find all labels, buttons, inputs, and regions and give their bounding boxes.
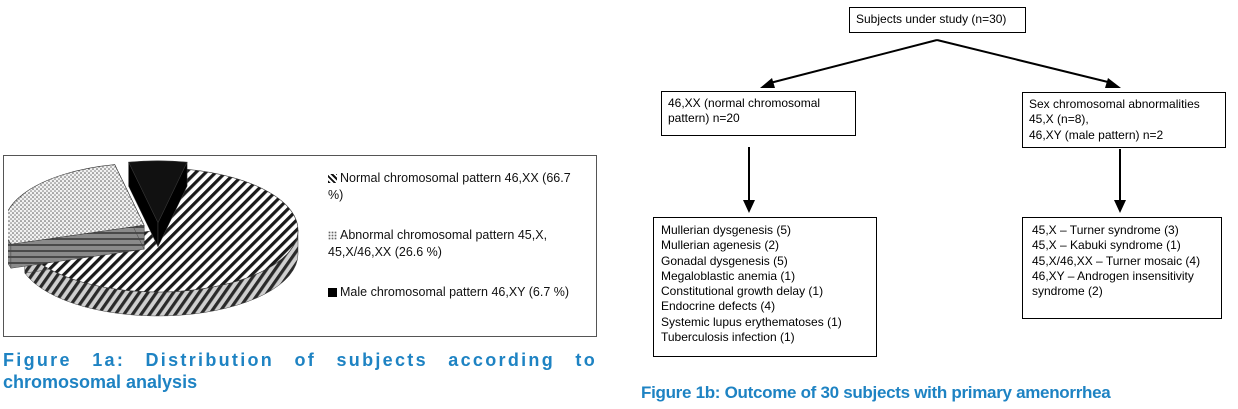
flow-text-line: 46,XY (male pattern) n=2 bbox=[1029, 127, 1164, 142]
legend-label: Male chromosomal pattern 46,XY (6.7 %) bbox=[340, 285, 570, 299]
flow-text-line: Sex chromosomal abnormalities bbox=[1029, 97, 1200, 111]
legend-label: Normal chromosomal pattern 46,XX (66.7 bbox=[340, 171, 571, 185]
caption-a-line2: chromosomal analysis bbox=[3, 372, 198, 392]
arrow-root-to-left bbox=[770, 40, 937, 83]
caption-a-line1: Figure 1a: Distribution of subjects according to bbox=[3, 350, 597, 370]
flow-left-branch-box bbox=[661, 91, 856, 136]
outcome-item: Gonadal dysgenesis (5) bbox=[661, 253, 788, 268]
outcome-item: 45,X – Turner syndrome (3) bbox=[1032, 223, 1179, 237]
outcome-item: Megaloblastic anemia (1) bbox=[661, 268, 796, 283]
flow-text-line: pattern) n=20 bbox=[668, 111, 740, 126]
outcome-item: syndrome (2) bbox=[1032, 284, 1103, 299]
legend-label-cont: 45,X/46,XX (26.6 %) bbox=[328, 245, 442, 259]
flow-root-box bbox=[849, 7, 1026, 33]
figure-1b-caption: Figure 1b: Outcome of 30 subjects with primary amenorrhea bbox=[641, 383, 1111, 402]
flow-root-text: Subjects under study (n=30) bbox=[856, 12, 1007, 26]
flow-right-outcomes-box bbox=[1022, 217, 1222, 319]
flow-text-line: 46,XX (normal chromosomal bbox=[668, 96, 821, 110]
outcome-item: Constitutional growth delay (1) bbox=[661, 284, 824, 299]
arrowhead-right bbox=[1105, 78, 1121, 88]
arrow-root-to-right bbox=[937, 40, 1112, 83]
legend-label: Abnormal chromosomal pattern 45,X, bbox=[340, 228, 548, 242]
outcome-item: Mullerian dysgenesis (5) bbox=[661, 223, 792, 237]
legend-label-cont: %) bbox=[328, 188, 344, 202]
outcome-item: 46,XY – Androgen insensitivity bbox=[1032, 268, 1194, 283]
outcome-item: Endocrine defects (4) bbox=[661, 299, 776, 314]
arrowhead-left bbox=[760, 78, 775, 88]
arrowhead-right-down bbox=[1114, 200, 1126, 213]
outcome-item: 45,X/46,XX – Turner mosaic (4) bbox=[1032, 253, 1201, 268]
arrowhead-left-down bbox=[743, 200, 755, 213]
outcome-item: Systemic lupus erythematoses (1) bbox=[661, 314, 842, 329]
flow-text-line: 45,X (n=8), bbox=[1029, 112, 1089, 127]
flow-right-branch-box bbox=[1022, 92, 1226, 148]
outcome-item: Tuberculosis infection (1) bbox=[661, 330, 795, 345]
outcome-item: 45,X – Kabuki syndrome (1) bbox=[1032, 238, 1181, 253]
outcome-item: Mullerian agenesis (2) bbox=[661, 238, 780, 253]
flow-left-outcomes-box bbox=[653, 217, 877, 357]
